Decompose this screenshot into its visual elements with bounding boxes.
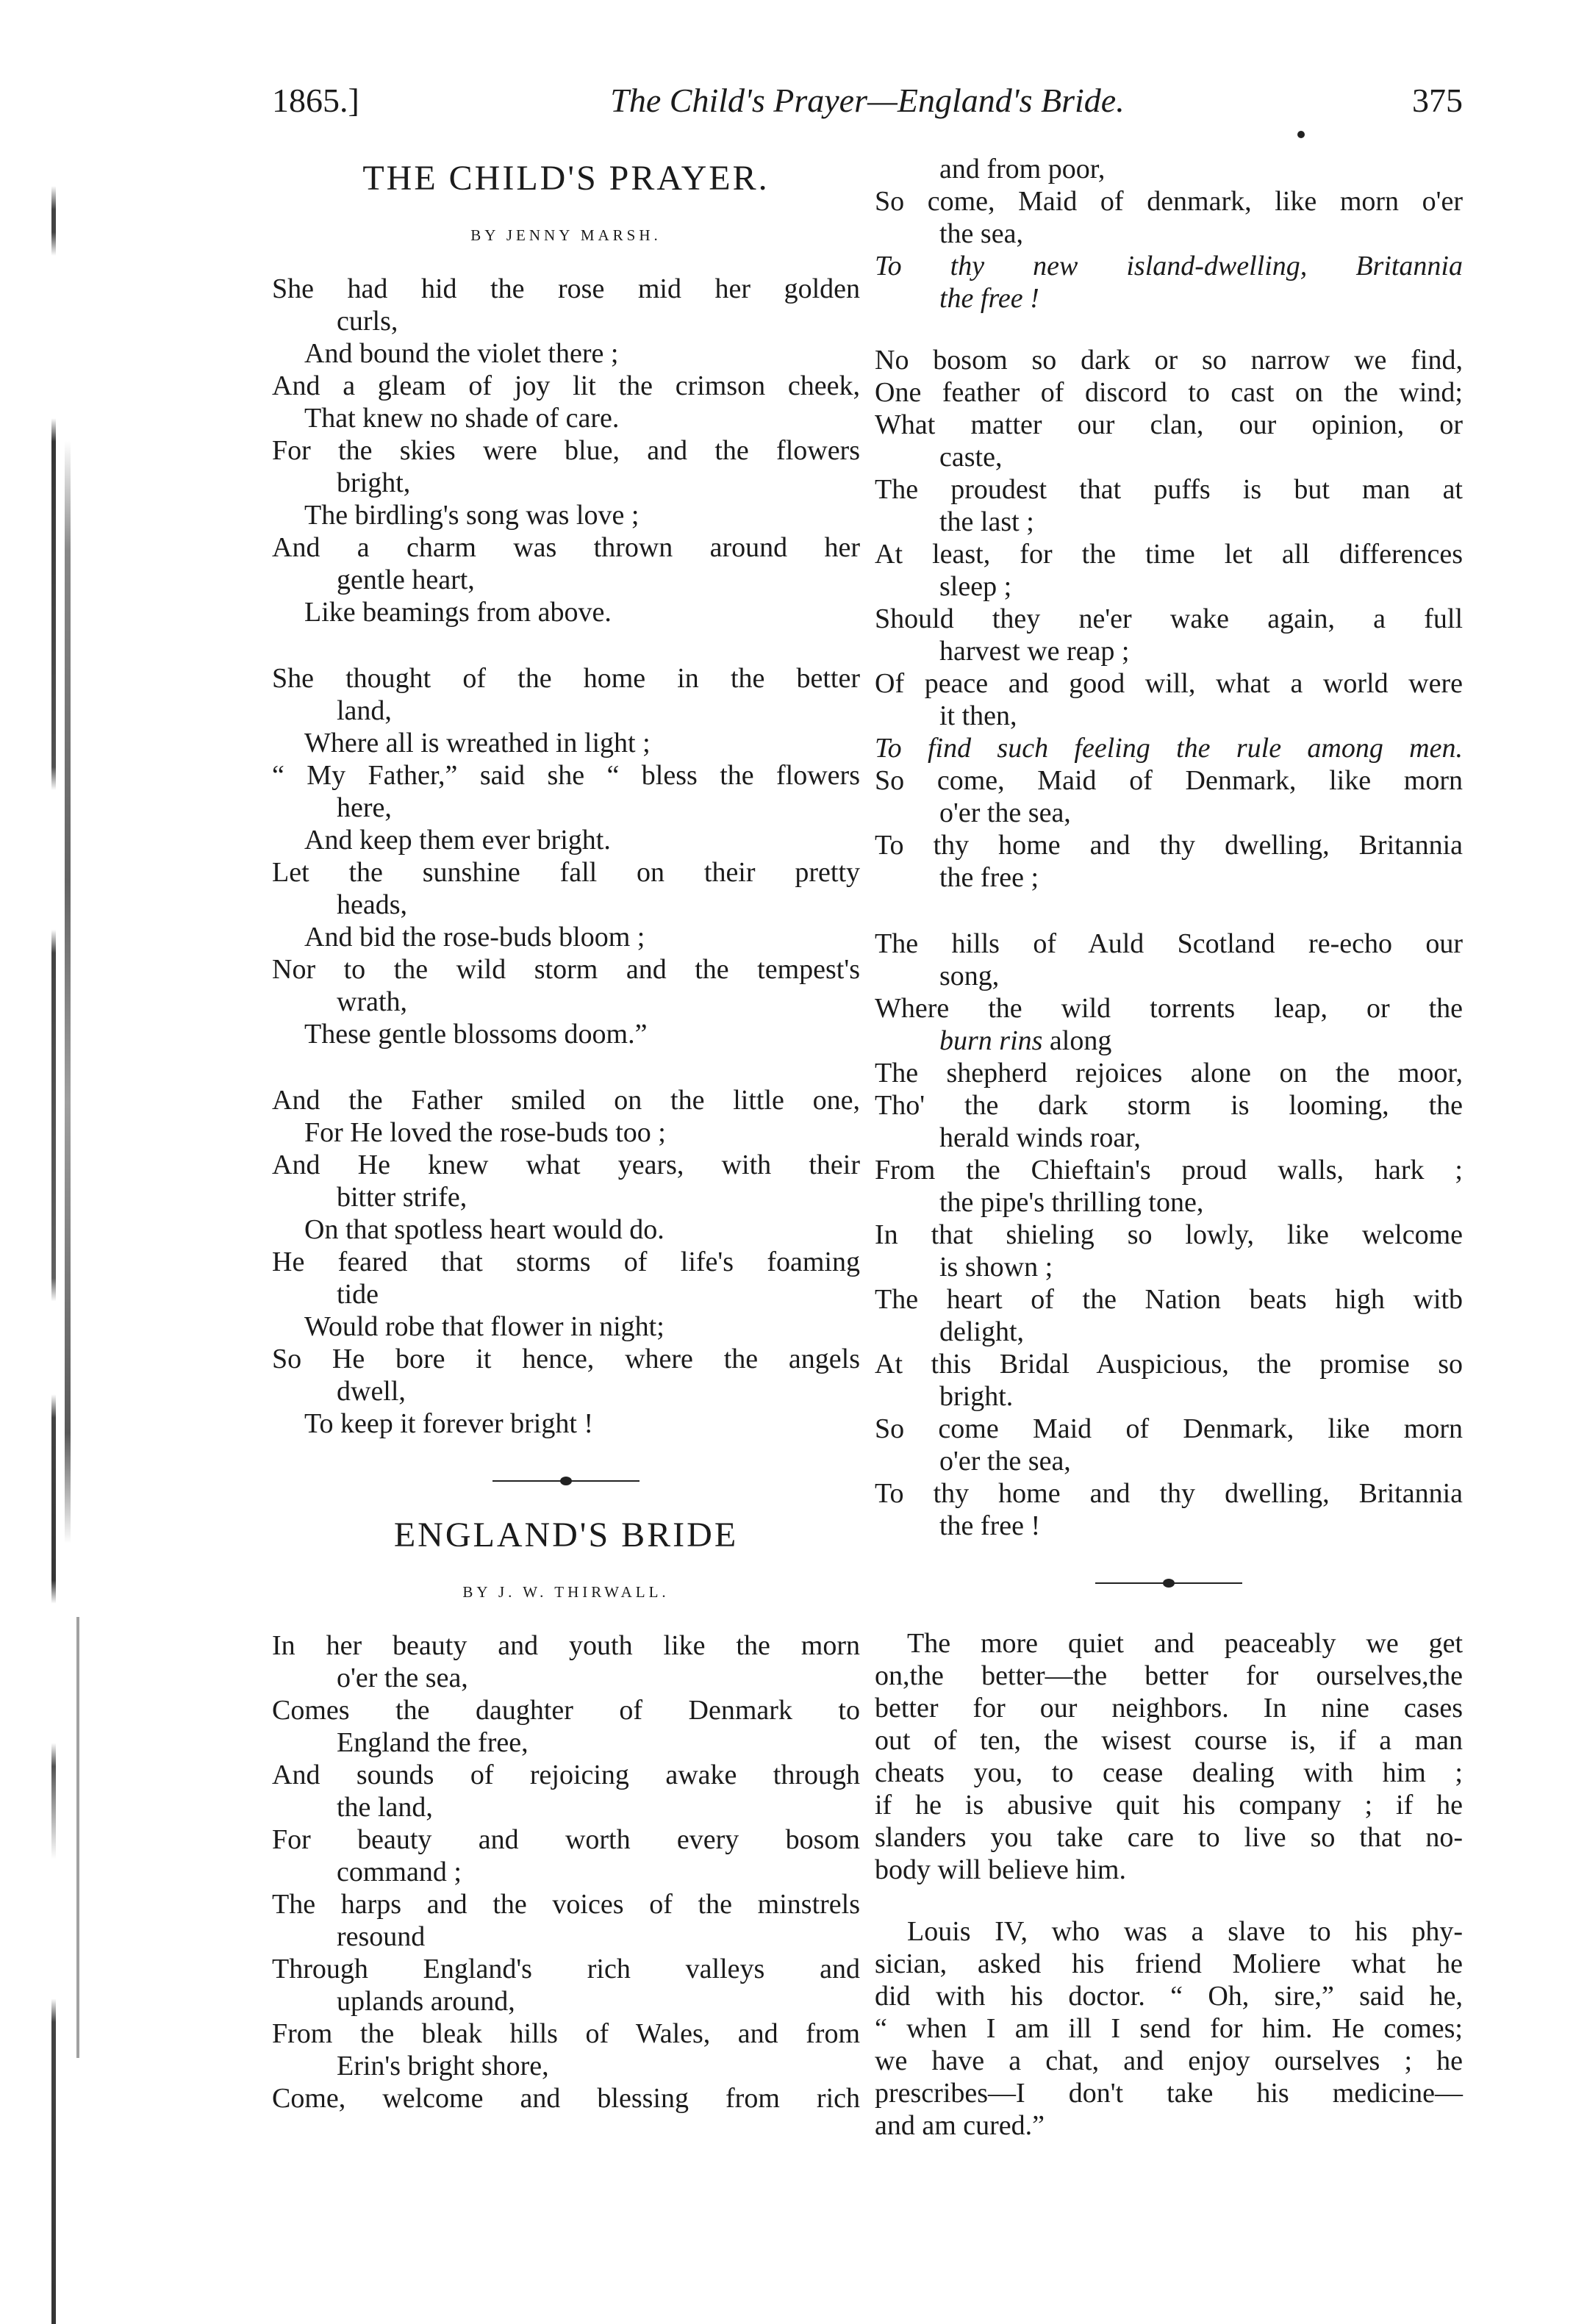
englands-bride-body-right: [875, 153, 1463, 1542]
verse-continuation: burn rins along: [939, 1025, 1112, 1056]
verse-continuation: gentle heart,: [337, 564, 475, 595]
verse-line: The heart of the Nation beats high witb: [875, 1284, 1463, 1315]
right-column: [875, 153, 1463, 2171]
verse-line: Where all is wreathed in light ;: [304, 728, 651, 758]
stanza: [272, 273, 860, 628]
verse-line: To keep it forever bright !: [304, 1408, 594, 1439]
header-year: 1865.]: [272, 82, 359, 119]
verse-continuation: tide: [337, 1279, 379, 1310]
left-column: [272, 158, 860, 2115]
verse-line: These gentle blossoms doom.”: [304, 1019, 648, 1050]
verse-continuation: sleep ;: [939, 571, 1012, 602]
verse-line: Would robe that flower in night;: [304, 1311, 664, 1342]
stanza: [272, 1084, 860, 1440]
verse-continuation: o'er the sea,: [939, 797, 1071, 828]
verse-line: For the skies were blue, and the flowers: [272, 435, 860, 466]
stanza: [875, 153, 1463, 315]
verse-line: From the Chieftain's proud walls, hark ;: [875, 1155, 1463, 1186]
byline-jenny-marsh: BY JENNY MARSH.: [470, 226, 662, 244]
prose-line: slanders you take care to live so that no-: [875, 1822, 1463, 1853]
verse-line: To thy home and thy dwelling, Britannia: [875, 1478, 1463, 1509]
verse-continuation: the last ;: [939, 506, 1034, 537]
verse-continuation: song,: [939, 961, 1000, 991]
verse-line: Through England's rich valleys and: [272, 1954, 860, 1984]
verse-continuation: the free !: [939, 1510, 1041, 1541]
verse-continuation: o'er the sea,: [337, 1663, 468, 1693]
verse-line: The hills of Auld Scotland re-echo our: [875, 928, 1463, 959]
scan-margin: [0, 0, 125, 2324]
verse-line: To thy new island-dwelling, Britannia: [875, 251, 1463, 281]
verse-line: She had hid the rose mid her golden: [272, 273, 860, 304]
verse-continuation: heads,: [337, 889, 408, 920]
verse-continuation: bright,: [337, 467, 411, 498]
verse-continuation: wrath,: [337, 986, 408, 1017]
verse-continuation: the free ;: [939, 862, 1039, 893]
verse-continuation: herald winds roar,: [939, 1122, 1141, 1153]
childs-prayer-body: [272, 273, 860, 1440]
verse-continuation: and from poor,: [939, 154, 1106, 184]
verse-line: And sounds of rejoicing awake through: [272, 1760, 860, 1790]
byline-thirwall: BY J. W. THIRWALL.: [462, 1583, 670, 1601]
verse-line: On that spotless heart would do.: [304, 1214, 664, 1245]
verse-continuation: delight,: [939, 1316, 1025, 1347]
verse-continuation: resound: [337, 1921, 426, 1952]
verse-line: No bosom so dark or so narrow we find,: [875, 345, 1463, 376]
verse-line: For beauty and worth every bosom: [272, 1824, 860, 1855]
prose-line: out of ten, the wisest course is, if a man: [875, 1725, 1463, 1756]
poem-title-childs-prayer: THE CHILD'S PRAYER.: [362, 159, 770, 198]
prose-line: did with his doctor. “ Oh, sire,” said he,: [875, 1981, 1463, 2012]
verse-continuation: is shown ;: [939, 1252, 1053, 1283]
prose-line: The more quiet and peaceably we get: [907, 1628, 1463, 1659]
verse-continuation: dwell,: [337, 1376, 406, 1407]
verse-line: Come, welcome and blessing from rich: [272, 2083, 860, 2114]
verse-continuation: England the free,: [337, 1727, 529, 1758]
verse-continuation: land,: [337, 695, 392, 726]
verse-continuation: bitter strife,: [337, 1182, 467, 1213]
verse-line: To find such feeling the rule among men.: [875, 733, 1463, 764]
verse-continuation: bright.: [939, 1381, 1014, 1412]
verse-line: What matter our clan, our opinion, or: [875, 409, 1463, 440]
prose-line: and am cured.”: [875, 2110, 1045, 2141]
verse-line: From the bleak hills of Wales, and from: [272, 2018, 860, 2049]
verse-continuation: it then,: [939, 700, 1017, 731]
verse-line: At least, for the time let all differences: [875, 539, 1463, 570]
verse-line: And He knew what years, with their: [272, 1150, 860, 1180]
verse-line: So come, Maid of denmark, like morn o'er: [875, 186, 1463, 217]
verse-continuation: caste,: [939, 442, 1003, 473]
stanza: [875, 344, 1463, 894]
verse-line: Should they ne'er wake again, a full: [875, 603, 1463, 634]
prose-line: we have a chat, and enjoy ourselves ; he: [875, 2045, 1463, 2076]
verse-continuation: command ;: [337, 1857, 462, 1887]
verse-line: And a charm was thrown around her: [272, 532, 860, 563]
verse-line: At this Bridal Auspicious, the promise so: [875, 1349, 1463, 1380]
prose-line: cheats you, to cease dealing with him ;: [875, 1757, 1463, 1788]
verse-line: And bid the rose-buds bloom ;: [304, 922, 645, 953]
verse-line: So come, Maid of Denmark, like morn: [875, 765, 1463, 796]
verse-line: And keep them ever bright.: [304, 825, 611, 856]
prose-line: better for our neighbors. In nine cases: [875, 1693, 1463, 1724]
verse-line: In that shieling so lowly, like welcome: [875, 1219, 1463, 1250]
verse-line: Where the wild torrents leap, or the: [875, 993, 1463, 1024]
prose-paragraph-louis: [875, 1915, 1463, 2142]
prose-paragraph-quiet: [875, 1627, 1463, 1886]
verse-line: To thy home and thy dwelling, Britannia: [875, 830, 1463, 861]
verse-continuation: the sea,: [939, 218, 1023, 249]
verse-line: He feared that storms of life's foaming: [272, 1247, 860, 1277]
italic-dialect: burn rins: [939, 1025, 1043, 1056]
prose-line: if he is abusive quit his company ; if he: [875, 1790, 1463, 1821]
page-number: 375: [1412, 82, 1463, 119]
page-header: [272, 81, 1463, 140]
verse-line: Let the sunshine fall on their pretty: [272, 857, 860, 888]
verse-continuation: harvest we reap ;: [939, 636, 1130, 667]
verse-line: So come Maid of Denmark, like morn: [875, 1413, 1463, 1444]
verse-line: Tho' the dark storm is looming, the: [875, 1090, 1463, 1121]
verse-line: Of peace and good will, what a world were: [875, 668, 1463, 699]
verse-continuation: the pipe's thrilling tone,: [939, 1187, 1204, 1218]
verse-continuation: o'er the sea,: [939, 1446, 1071, 1477]
stanza: [875, 928, 1463, 1542]
verse-line: “ My Father,” said she “ bless the flowers: [272, 760, 860, 791]
verse-line: Nor to the wild storm and the tempest's: [272, 954, 860, 985]
verse-continuation: curls,: [337, 306, 398, 337]
prose-line: “ when I am ill I send for him. He comes;: [875, 2013, 1463, 2044]
verse-line: The shepherd rejoices alone on the moor,: [875, 1058, 1463, 1089]
prose-line: on,the better—the better for ourselves,the: [875, 1660, 1463, 1691]
verse-continuation: the land,: [337, 1792, 433, 1823]
verse-continuation: uplands around,: [337, 1986, 515, 2017]
verse-continuation: Erin's bright shore,: [337, 2051, 549, 2081]
stanza: [272, 662, 860, 1050]
verse-line: And a gleam of joy lit the crimson cheek,: [272, 370, 860, 401]
prose-line: Louis IV, who was a slave to his phy-: [907, 1916, 1463, 1947]
verse-line: Comes the daughter of Denmark to: [272, 1695, 860, 1726]
prose-line: sician, asked his friend Moliere what he: [875, 1948, 1463, 1979]
section-divider-right: [1095, 1576, 1242, 1590]
section-divider: [492, 1474, 640, 1488]
verse-line: One feather of discord to cast on the wind;: [875, 377, 1463, 408]
verse-line: The birdling's song was love ;: [304, 500, 640, 531]
verse-line: That knew no shade of care.: [304, 403, 620, 434]
poem-title-englands-bride: ENGLAND'S BRIDE: [393, 1516, 739, 1554]
verse-line: She thought of the home in the better: [272, 663, 860, 694]
prose-line: body will believe him.: [875, 1854, 1126, 1885]
verse-line: And bound the violet there ;: [304, 338, 619, 369]
verse-line: So He bore it hence, where the angels: [272, 1344, 860, 1374]
verse-line: The harps and the voices of the minstrels: [272, 1889, 860, 1920]
verse-line: For He loved the rose-buds too ;: [304, 1117, 666, 1148]
verse-continuation: here,: [337, 792, 392, 823]
verse-line: And the Father smiled on the little one,: [272, 1085, 860, 1116]
prose-line: prescribes—I don't take his medicine—: [875, 2078, 1463, 2109]
verse-continuation: the free !: [939, 283, 1039, 314]
verse-line: In her beauty and youth like the morn: [272, 1630, 860, 1661]
verse-line: Like beamings from above.: [304, 597, 612, 628]
englands-bride-body-left: [272, 1629, 860, 2115]
verse-line: The proudest that puffs is but man at: [875, 474, 1463, 505]
running-title: The Child's Prayer—England's Bride.: [610, 82, 1125, 119]
